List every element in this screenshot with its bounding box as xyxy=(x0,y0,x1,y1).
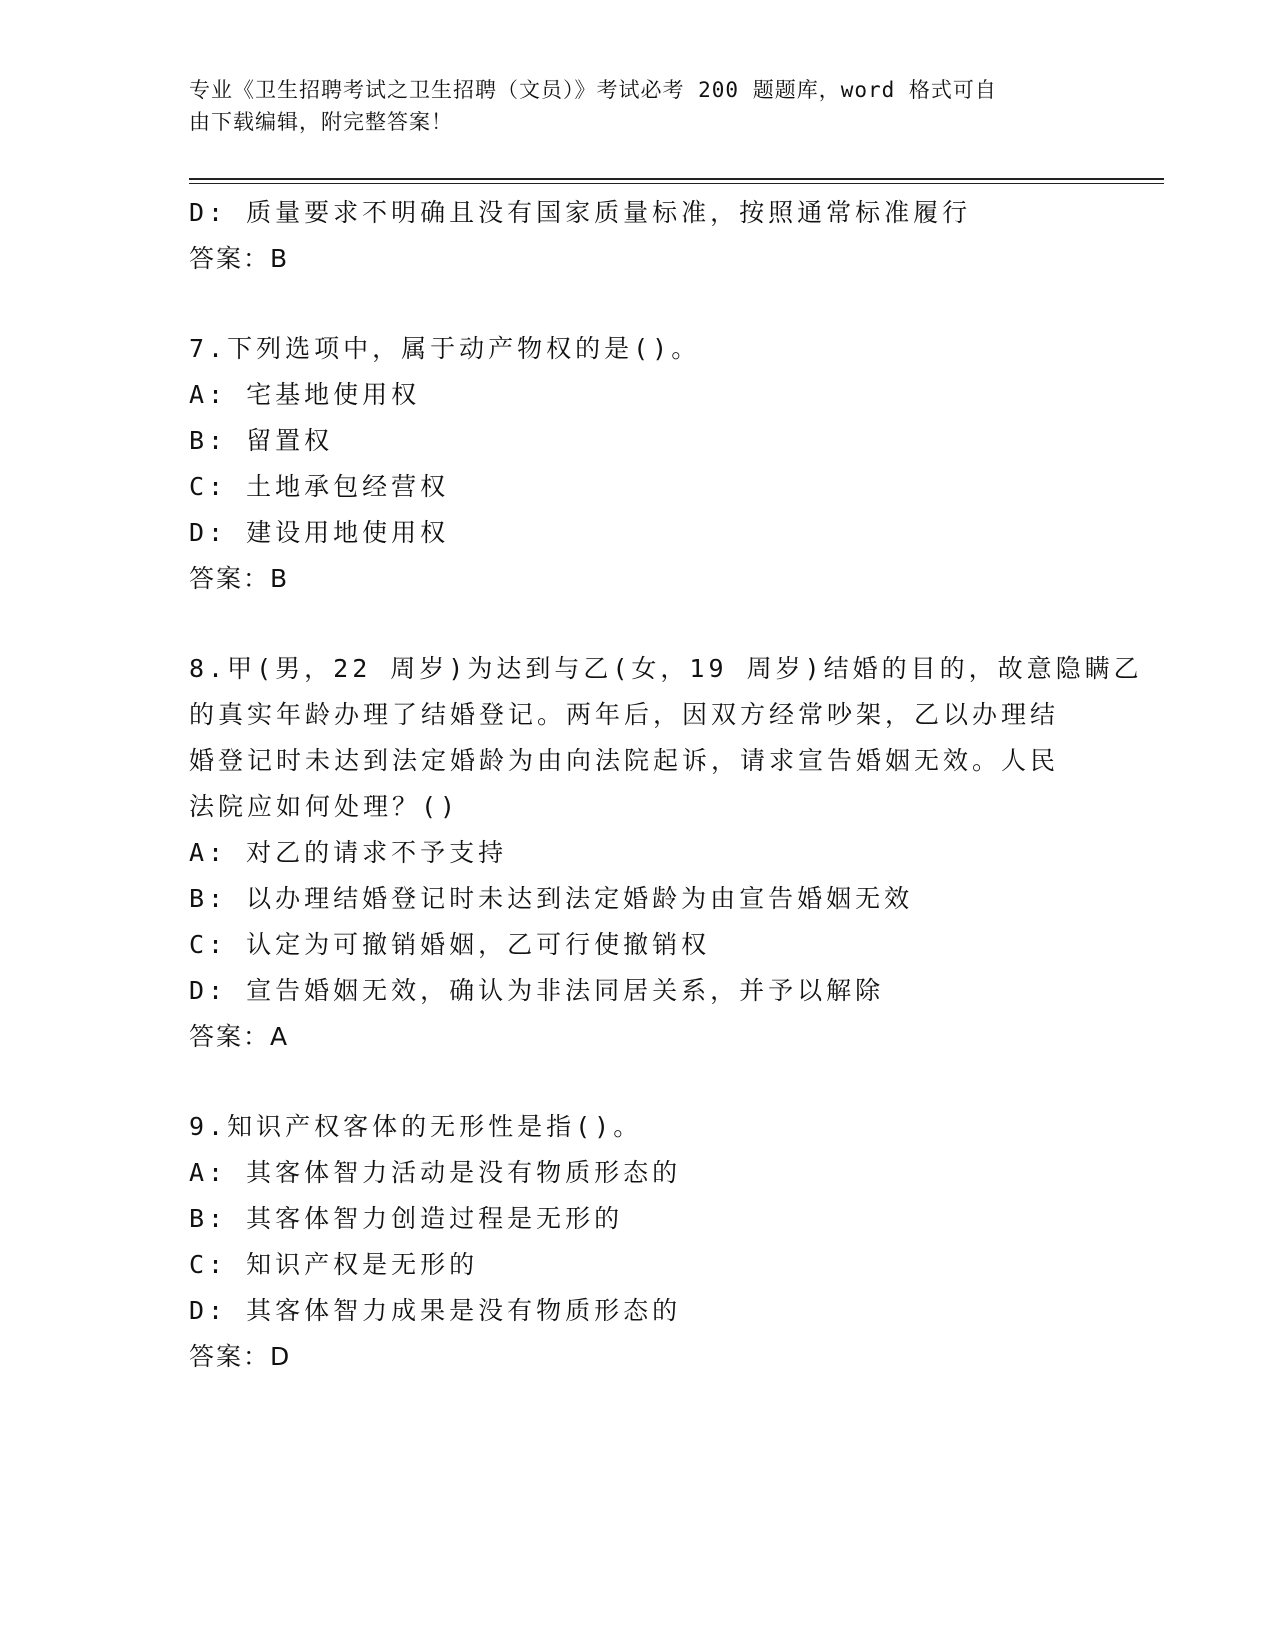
header-line-2: 由下载编辑，附完整答案！ xyxy=(189,110,453,134)
option-b: B: 其客体智力创造过程是无形的 xyxy=(189,1204,624,1233)
option-d: D: 其客体智力成果是没有物质形态的 xyxy=(189,1296,682,1325)
question-7 xyxy=(189,326,1089,602)
question-stem-line: 的真实年龄办理了结婚登记。两年后，因双方经常吵架，乙以办理结 xyxy=(189,700,1060,729)
option-b: B: 以办理结婚登记时未达到法定婚龄为由宣告婚姻无效 xyxy=(189,884,914,913)
option-a: A: 对乙的请求不予支持 xyxy=(189,838,508,867)
question-9 xyxy=(189,1104,1089,1380)
question-8 xyxy=(189,646,1143,1060)
answer-line: 答案：B xyxy=(189,564,290,593)
spacer xyxy=(189,602,1089,646)
option-c: C: 认定为可撤销婚姻，乙可行使撤销权 xyxy=(189,930,711,959)
option-a: A: 其客体智力活动是没有物质形态的 xyxy=(189,1158,682,1187)
answer-line: 答案：A xyxy=(189,1022,290,1051)
question-stem: 7.下列选项中，属于动产物权的是()。 xyxy=(189,334,701,363)
answer-line: 答案：D xyxy=(189,1342,292,1371)
header-divider-thin xyxy=(189,183,1164,184)
spacer xyxy=(189,282,1089,326)
previous-question-tail xyxy=(189,190,1089,282)
header-line-1: 专业《卫生招聘考试之卫生招聘（文员）》考试必考 200 题题库，word 格式可自 xyxy=(189,78,997,102)
answer-line: 答案：B xyxy=(189,244,290,273)
question-stem-line: 婚登记时未达到法定婚龄为由向法院起诉，请求宣告婚姻无效。人民 xyxy=(189,746,1060,775)
option-d: D: 质量要求不明确且没有国家质量标准，按照通常标准履行 xyxy=(189,198,972,227)
option-a: A: 宅基地使用权 xyxy=(189,380,421,409)
question-stem-line: 法院应如何处理？() xyxy=(189,792,460,821)
document-body xyxy=(189,190,1143,1380)
option-d: D: 宣告婚姻无效，确认为非法同居关系，并予以解除 xyxy=(189,976,885,1005)
question-stem-line: 8.甲(男，22 周岁)为达到与乙(女，19 周岁)结婚的目的，故意隐瞒乙 xyxy=(189,654,1143,683)
option-c: C: 土地承包经营权 xyxy=(189,472,450,501)
document-header xyxy=(189,74,1089,138)
question-stem: 9.知识产权客体的无形性是指()。 xyxy=(189,1112,643,1141)
header-divider-thick xyxy=(189,178,1164,180)
option-d: D: 建设用地使用权 xyxy=(189,518,450,547)
option-c: C: 知识产权是无形的 xyxy=(189,1250,479,1279)
spacer xyxy=(189,1060,1089,1104)
option-b: B: 留置权 xyxy=(189,426,334,455)
